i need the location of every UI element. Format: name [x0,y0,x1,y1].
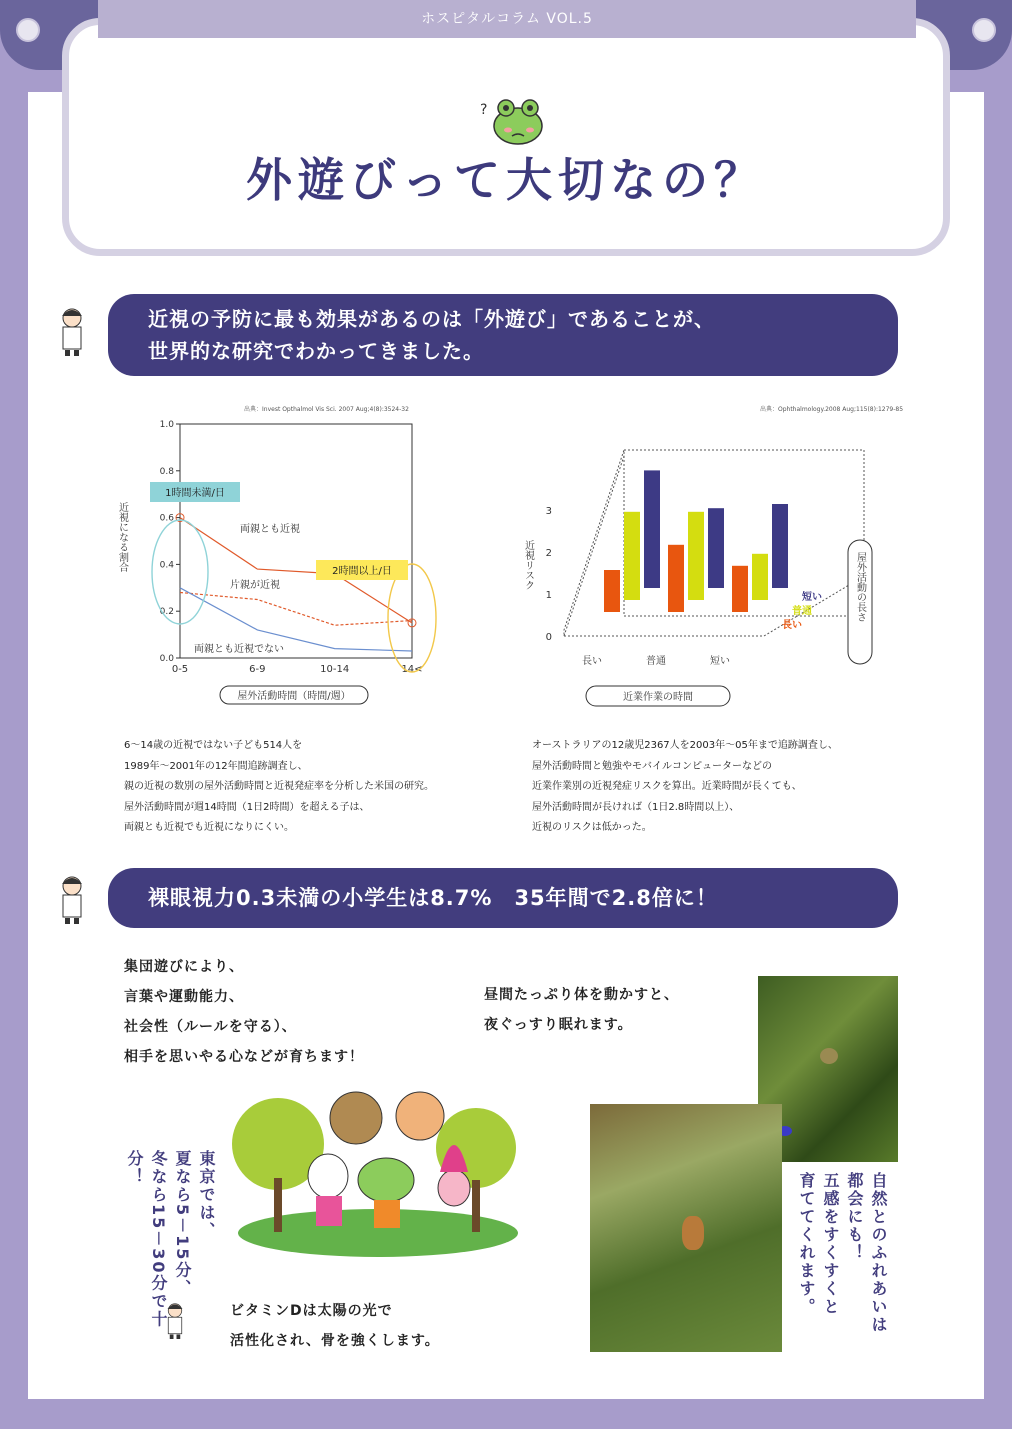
tokyo-line1: 東京では、 [197,1150,216,1240]
series-label: 片親が近視 [230,580,280,591]
study2-line3: 近業作業別の近視発症リスクを算出。近業時間が長くても、 [532,781,802,792]
depth-axis-label: 屋外活動の長さ [854,552,866,622]
series-label: 普通 [792,606,812,617]
series-label: 両親とも近視でない [194,644,284,655]
x-tick-label: 普通 [646,656,666,667]
series-label: 短い [802,592,822,603]
nature-line2: 都会にも！ [845,1172,864,1262]
y-tick-label: 1.0 [159,420,174,430]
series-label: 両親とも近視 [240,524,300,535]
chart2-source: 出典：Ophthalmology.2008 Aug;115(8):1279-85 [760,406,904,413]
beetle-icon [820,1048,838,1064]
benefits-left [124,952,364,1072]
vitamin-line1: ビタミンDは太陽の光で [230,1303,393,1319]
chart-line-myopia [110,412,450,712]
x-tick-label: 14< [401,664,423,675]
tree-trunk-icon [274,1178,282,1232]
banner-line2: 世界的な研究でわかってきました。 [148,339,484,363]
x-tick-label: 10-14 [320,664,350,675]
y-tick-label: 0 [545,632,552,643]
section2-banner-text: 裸眼視力0.3未満の小学生は8.7% 35年間で2.8倍に！ [148,886,718,910]
benefit-right-line1: 昼間たっぷり体を動かすと、 [484,987,679,1003]
x-axis-label: 屋外活動時間（時間/週） [237,691,351,702]
bar [708,508,724,588]
bar [772,504,788,588]
series-line [180,588,412,651]
y-tick-label: 0.6 [159,513,174,524]
benefit-line3: 社会性（ルールを守る）、 [124,1019,297,1035]
nature-line4: 育ててくれます。 [797,1172,816,1316]
study1-line5: 両親とも近視でも近視になりにくい。 [124,822,294,833]
rabbit-icon [308,1154,348,1198]
frog-icon [358,1158,414,1202]
doctor-icon [52,874,92,926]
study2-line1: オーストラリアの12歳児2367人を2003年～05年まで追跡調査し、 [532,740,838,751]
vitamin-text [230,1296,440,1356]
bear-icon [330,1092,382,1144]
x-tick-label: 短い [710,656,730,667]
y-tick-label: 0.2 [159,607,174,618]
svg-text:?: ? [480,102,488,118]
nature-text [794,1172,890,1372]
cicada-shell-icon [682,1216,704,1250]
study2-line2: 屋外活動時間と勉強やモバイルコンピューターなどの [532,760,772,772]
column-label: ホスピタルコラム VOL.5 [98,0,916,38]
y-axis-label: 近視になる割合 [116,502,128,572]
x-tick-label: 0-5 [171,664,189,675]
tree-trunk-icon [472,1180,480,1232]
nature-line1: 自然とのふれあいは [869,1172,888,1334]
y-tick-label: 3 [545,506,552,517]
study1-line1: 6～14歳の近視ではない子ども514人を [124,740,303,751]
dog-icon [396,1092,444,1140]
benefit-line2: 言葉や運動能力、 [124,989,244,1005]
vitamin-line2: 活性化され、骨を強くします。 [230,1333,440,1349]
bar [644,470,660,588]
study1-line3: 親の近視の数別の屋外活動時間と近視発症率を分析した米国の研究。 [124,781,434,792]
y-tick-label: 0.8 [159,466,174,477]
section2-banner [108,868,898,928]
binder-hole-right [972,18,996,42]
benefit-line4: 相手を思いやる心などが育ちます！ [124,1049,364,1065]
bar [668,545,684,612]
y-tick-label: 2 [545,548,552,559]
chart1-source: 出典：Invest Opthalmol Vis Sci. 2007 Aug;4(8):3524-32 [244,406,409,413]
annotation-label: 2時間以上/日 [332,566,392,577]
benefit-right-line2: 夜ぐっすり眠れます。 [484,1017,633,1033]
study2-line4: 屋外活動時間が長ければ（1日2.8時間以上）、 [532,801,740,813]
tokyo-line2: 夏なら5－15分、 [173,1150,192,1298]
characters-illustration [228,1088,534,1258]
nature-line3: 五感をすくすくと [821,1172,840,1316]
study1-line2: 1989年～2001年の12年間追跡調査し、 [124,760,308,772]
y-tick-label: 0.4 [159,560,174,571]
study2-text [532,736,838,839]
study2-line5: 近視のリスクは低かった。 [532,822,652,833]
y-axis-label: 近視リスク [522,540,534,590]
section1-banner [108,294,898,376]
series-label: 長い [782,620,802,631]
tokyo-line3: 冬なら15－30分で十分！ [125,1150,168,1329]
series-line [180,592,412,625]
doctor-icon [160,1300,190,1342]
benefit-line1: 集団遊びにより、 [124,959,244,975]
annotation-label: 1時間未満/日 [165,488,225,499]
benefits-right [484,980,679,1040]
x-axis-label: 近業作業の時間 [623,692,693,703]
bar [604,570,620,612]
banner-line1: 近視の予防に最も効果があるのは「外遊び」であることが、 [148,307,715,331]
y-tick-label: 0.0 [159,654,174,664]
photo-cicada-shell [590,1104,782,1352]
bar [732,566,748,612]
doctor-icon [52,306,92,358]
binder-hole-left [16,18,40,42]
page-title: 外遊びって大切なの？ [246,153,766,207]
x-tick-label: 6-9 [249,664,266,675]
y-tick-label: 1 [545,590,552,601]
bar [688,512,704,600]
study1-line4: 屋外活動時間が週14時間（1日2時間）を超える子は、 [124,801,370,813]
frog-mascot-icon [478,92,548,152]
study1-text [124,736,434,839]
x-tick-label: 長い [582,656,602,667]
rabbit-dress-icon [316,1196,342,1226]
bar [624,512,640,600]
bar [752,554,768,600]
frog-shirt-icon [374,1200,400,1228]
girl-icon [438,1170,470,1206]
chart-bar-myopia-risk [520,440,900,720]
